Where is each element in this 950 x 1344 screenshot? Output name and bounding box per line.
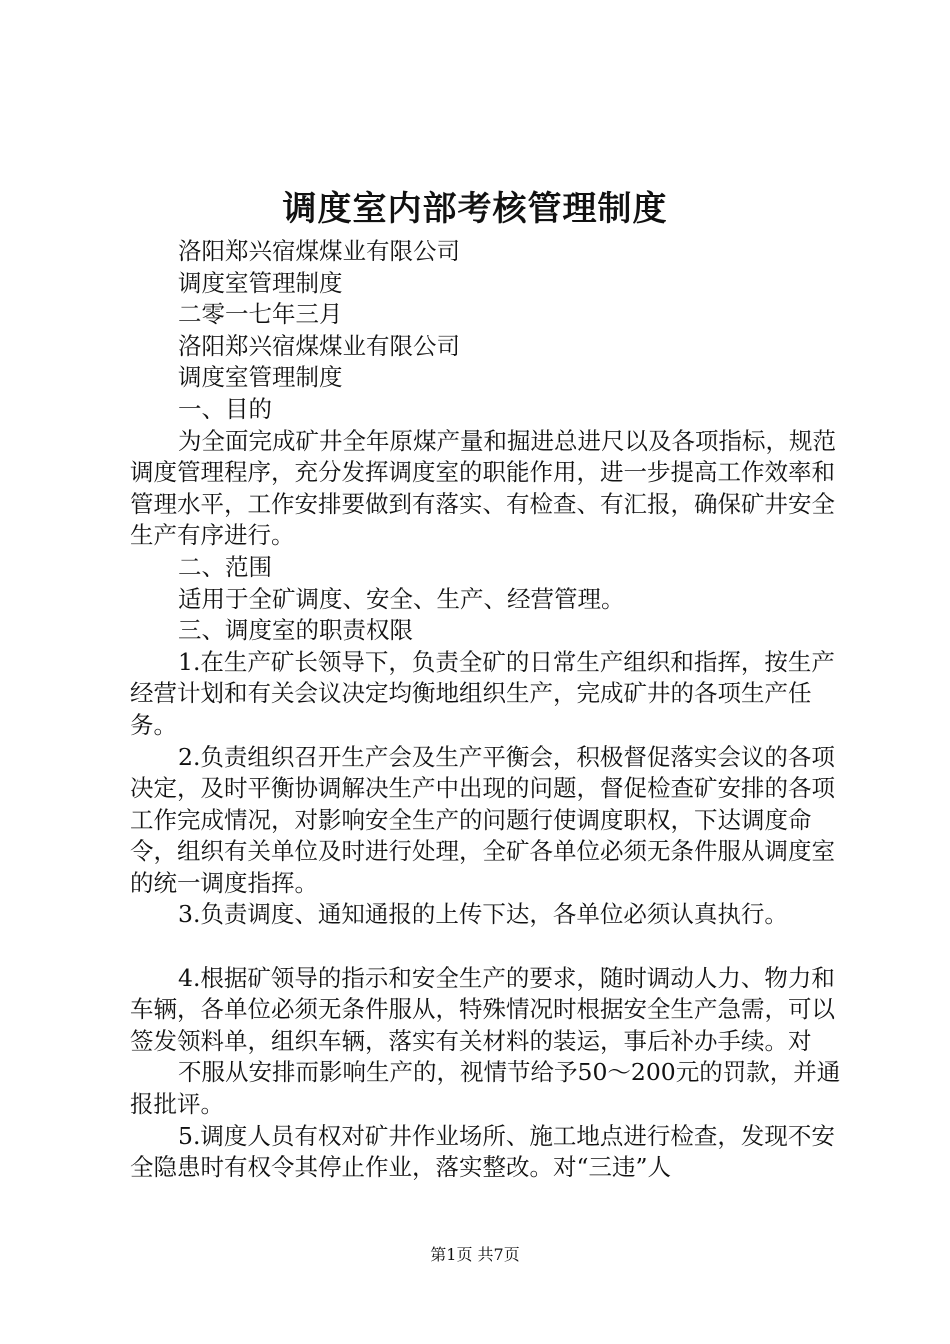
section-heading-scope: 二、范围 (178, 552, 272, 581)
duty-item-1: 1.在生产矿长领导下，负责全矿的日常生产组织和指挥，按生产经营计划和有关会议决定均衡地组织生产，完成矿井的各项生产任务。 (130, 647, 835, 739)
duty-item-4-continued: 不服从安排而影响生产的，视情节给予50～200元的罚款，并通报批评。 (130, 1058, 841, 1119)
section-heading-duties: 三、调度室的职责权限 (178, 616, 413, 645)
paragraph-purpose: 为全面完成矿井全年原煤产量和掘进总进尺以及各项指标，规范调度管理程序，充分发挥调度室的职能作用，进一步提高工作效率和管理水平，工作安排要做到有落实、有检查、有汇报，确保矿井安全生产有序进行。 (130, 426, 836, 550)
document-body (130, 236, 850, 1184)
duty-item-5: 5.调度人员有权对矿井作业场所、施工地点进行检查，发现不安全隐患时有权令其停止作业，落实整改。对“三违”人 (130, 1121, 835, 1182)
date-line: 二零一七年三月 (178, 300, 343, 329)
paragraph-scope: 适用于全矿调度、安全、生产、经营管理。 (178, 584, 625, 613)
section-heading-purpose: 一、目的 (178, 394, 272, 423)
company-name-line: 洛阳郑兴宿煤煤业有限公司 (178, 331, 460, 360)
doc-subtitle-line: 调度室管理制度 (178, 268, 343, 297)
duty-item-4: 4.根据矿领导的指示和安全生产的要求，随时调动人力、物力和车辆，各单位必须无条件服从，特殊情况时根据安全生产急需，可以签发领料单，组织车辆，落实有关材料的装运，事后补办手续。对 (130, 963, 835, 1055)
doc-subtitle-line: 调度室管理制度 (178, 363, 343, 392)
document-title: 调度室内部考核管理制度 (282, 189, 668, 229)
page-number-footer: 第1页 共7页 (430, 1245, 520, 1264)
duty-item-2: 2.负责组织召开生产会及生产平衡会，积极督促落实会议的各项决定，及时平衡协调解决生产中出现的问题，督促检查矿安排的各项工作完成情况，对影响安全生产的问题行使调度职权，下达调度命令，组织有关单位及时进行处理，全矿各单位必须无条件服从调度室的统一调度指挥。 (130, 742, 835, 897)
duty-item-3: 3.负责调度、通知通报的上传下达，各单位必须认真执行。 (178, 900, 788, 929)
company-name-line: 洛阳郑兴宿煤煤业有限公司 (178, 237, 460, 265)
